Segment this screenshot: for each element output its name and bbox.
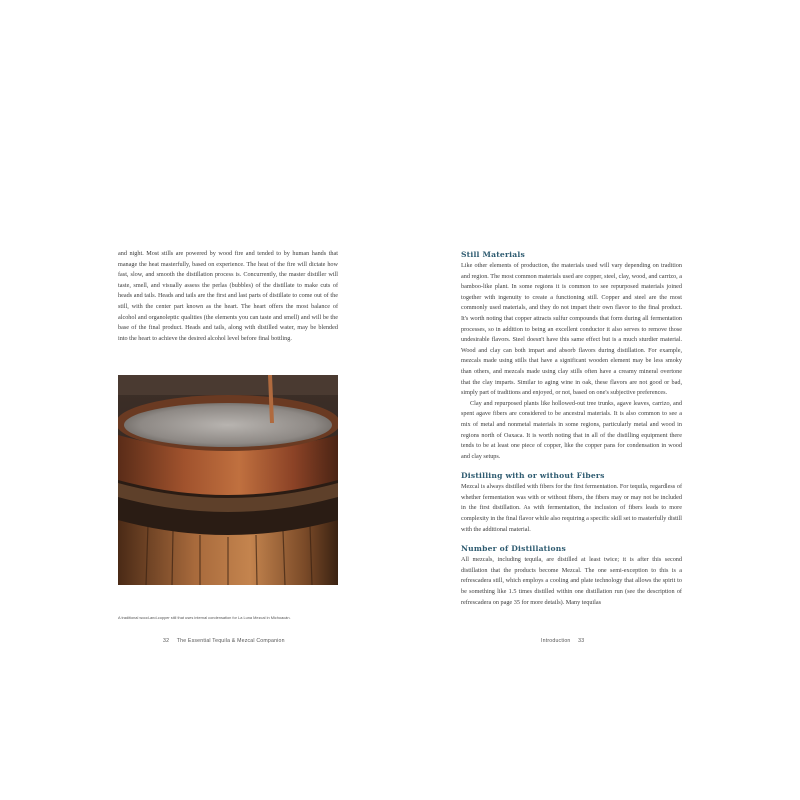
section-distilling-fibers (461, 471, 682, 535)
left-body-text (118, 249, 338, 344)
paragraph: Clay and repurposed plants like hollowed-out tree trunks, agave leaves, carrizo, and spent agave fibers are considered to be ancestral materials. It is also common to see a mix of metal and nonmetal materials in some regions, particularly metal and wood in regions north of Oaxaca. It is worth noting that in all of the distilling equipment there tends to be at least one piece of copper, like the copper pans for condensation in wood and clay setups. (461, 399, 682, 460)
left-paragraph: and night. Most stills are powered by wood fire and tended to by human hands that manage the heat masterfully, based on experience. The heat of the fire will dictate how fast, slow, and smooth the distillation process is. Concurrently, the master distiller will taste, smell, and visually assess the perlas (bubbles) of the distillate to make cuts of heads and tails. Heads and tails are the first and last parts of distillate to come out of the still, with the center part known as the heart. The heart offers the most balance of alcohol and organoleptic qualities (the elements you can taste and smell) and will be the base of the final product. Heads and tails, along with distilled water, may be blended into the heart to achieve the desired alcohol level before final bottling. (118, 250, 338, 342)
paragraph: All mezcals, including tequila, are distilled at least twice; it is after this second distillation that the products become Mezcal. The one semi-exception to this is a refrescadera still, which employs a cooling and plate technology that allows the spirit to be something like 1.5 times distilled within one distillation run (see the description of refrescadera on page 35 for more details). Many tequilas (461, 556, 682, 606)
section-body (461, 482, 682, 535)
paragraph: Like other elements of production, the materials used will vary depending on tradition and region. The most common materials used are copper, steel, clay, wood, and carrizo, a bamboo-like plant. In some regions it is common to see repurposed materials joined together with ingenuity to create a functioning still. Copper and steel are the most commonly used materials, and they do not impart their own flavor to the final product. It's worth noting that copper attracts sulfur compounds that form during all fermentation processes, so in addition to being an excellent conductor it also serves to remove those undesirable flavors. Steel doesn't have this same effect but is a much sturdier material. Wood and clay can both impart and absorb flavors during distillation. For example, mezcals made using stills that have a significant wooden element may be less smoky than others, and mezcals made using clay stills often have a creamy mineral overtone that the clay imparts. Similar to aging wine in oak, these flavors are not good or bad, simply part of traditions and enjoyed, or not, based on one's subjective preferences. (461, 262, 682, 397)
right-column (461, 250, 682, 617)
still-photo (118, 375, 338, 585)
section-heading: Still Materials (461, 250, 525, 259)
left-folio (163, 638, 285, 644)
section-body (461, 261, 682, 462)
left-page-number: 32 (163, 638, 170, 644)
still-photo-illustration (118, 375, 338, 585)
section-heading: Distilling with or without Fibers (461, 471, 605, 481)
right-page-number: 33 (578, 638, 585, 644)
right-folio (541, 638, 584, 644)
paragraph: Mezcal is always distilled with fibers for the first fermentation. For tequila, regardless of whether fermentation was with or without fibers, the fibers may or may not be included in the first distillation. As with fermentation, the inclusion of fibers leads to more complexity in the final flavor while also requiring a specific skill set to masterfully distill with the additional material. (461, 483, 682, 533)
photo-caption: A traditional wood-and-copper still that uses internal condensation for La Luna Mezcal in Michoacán. (118, 615, 291, 620)
chapter-title: Introduction (541, 638, 571, 644)
section-heading: Number of Distillations (461, 544, 566, 554)
section-number-of-distillations (461, 544, 682, 608)
section-still-materials (461, 250, 682, 462)
book-title: The Essential Tequila & Mezcal Companion (176, 638, 285, 644)
section-body (461, 555, 682, 608)
